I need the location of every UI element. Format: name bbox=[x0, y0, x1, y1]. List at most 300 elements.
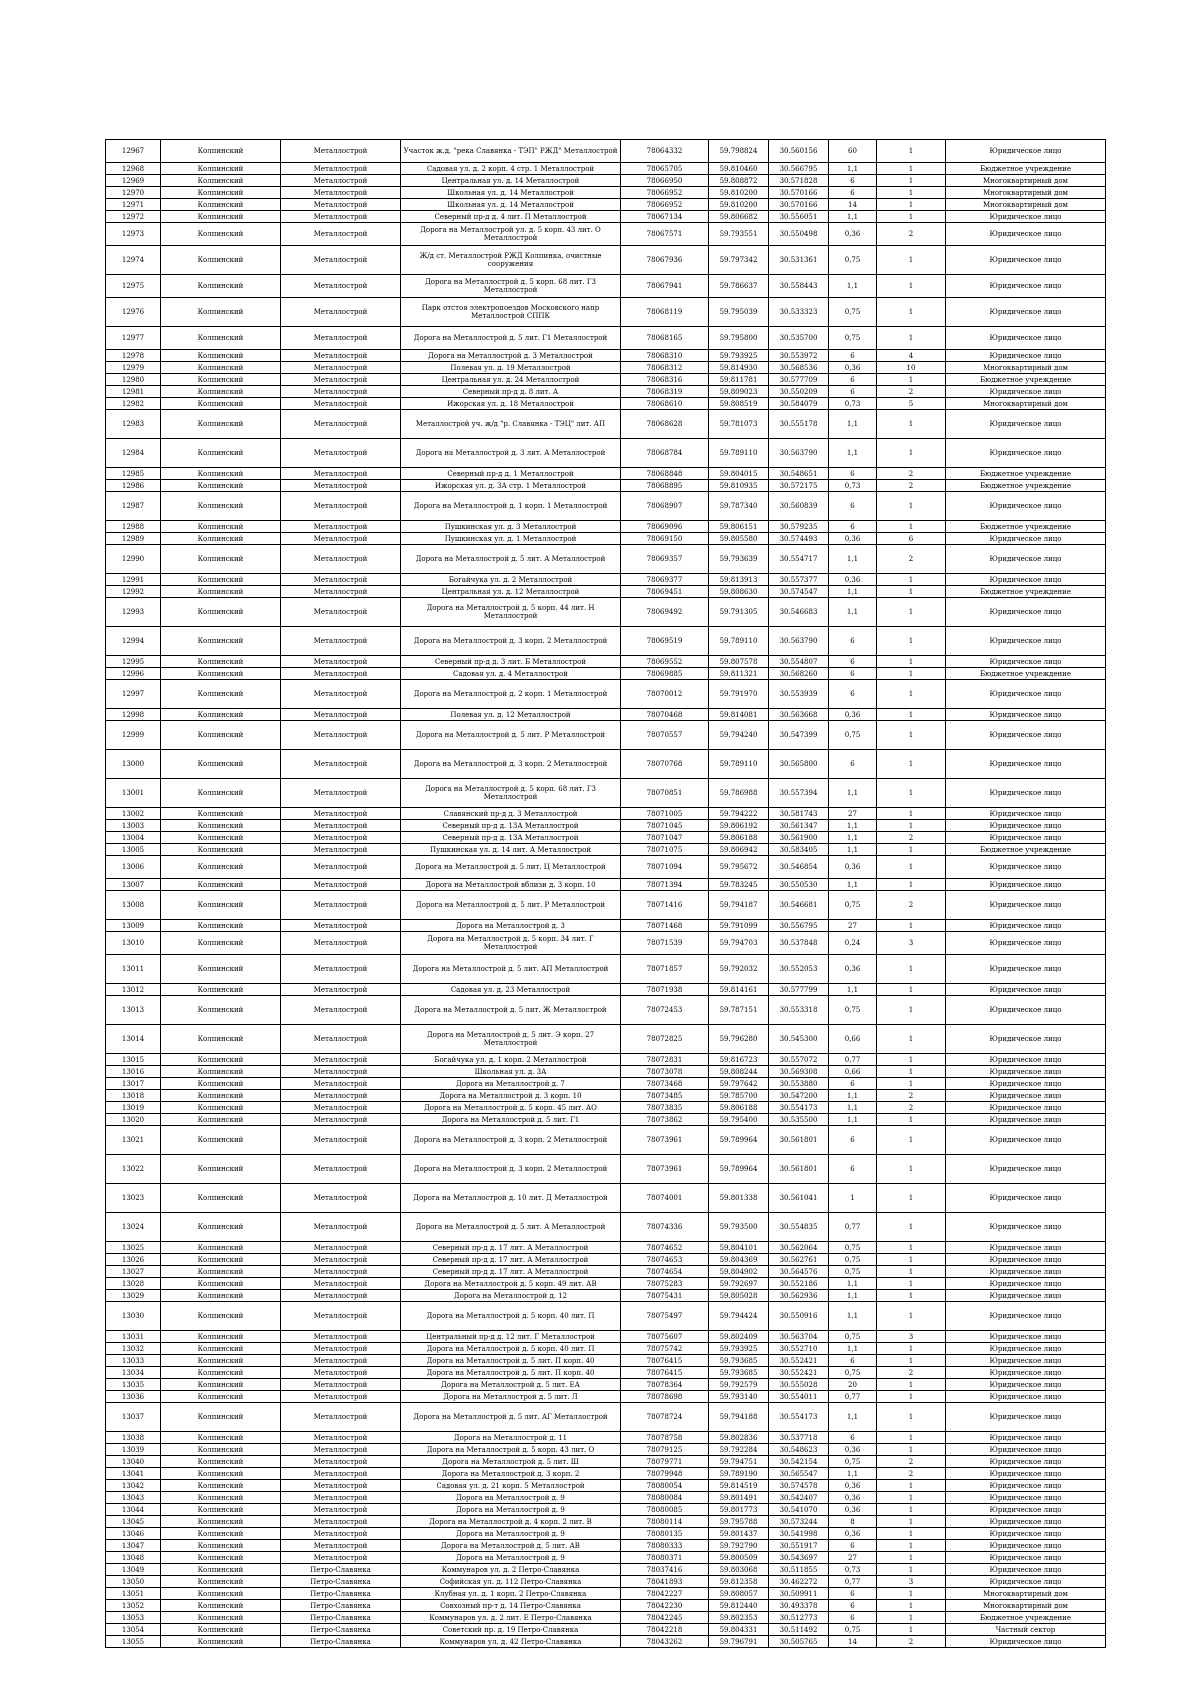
cell-consumer-type: Юридическое лицо bbox=[946, 984, 1106, 996]
cell-count: 3 bbox=[877, 932, 946, 955]
cell-power: 0,66 bbox=[829, 1066, 877, 1078]
table-row bbox=[106, 1403, 1106, 1432]
cell-power: 6 bbox=[829, 1432, 877, 1444]
cell-district: Колпинский bbox=[161, 668, 281, 680]
cell-longitude: 30.546681 bbox=[769, 891, 829, 920]
cell-id: 78067571 bbox=[621, 223, 709, 246]
cell-address: Дорога на Металлострой д. 5 корп. 40 лит. П bbox=[401, 1343, 621, 1355]
cell-district: Колпинский bbox=[161, 374, 281, 386]
cell-number: 13044 bbox=[106, 1504, 161, 1516]
cell-number: 13041 bbox=[106, 1468, 161, 1480]
cell-settlement: Металлострой bbox=[281, 955, 401, 984]
cell-address: Дорога на Металлострой д. 5 лит. Р Металлострой bbox=[401, 891, 621, 920]
cell-longitude: 30.550209 bbox=[769, 386, 829, 398]
cell-latitude: 59.808872 bbox=[709, 175, 769, 187]
table-row bbox=[106, 1444, 1106, 1456]
cell-id: 78068312 bbox=[621, 362, 709, 374]
table-row bbox=[106, 1155, 1106, 1184]
cell-longitude: 30.571828 bbox=[769, 175, 829, 187]
table-row bbox=[106, 1355, 1106, 1367]
cell-address: Пушкинская ул. д. 3 Металлострой bbox=[401, 521, 621, 533]
cell-count: 1 bbox=[877, 750, 946, 779]
cell-longitude: 30.551917 bbox=[769, 1540, 829, 1552]
table-row bbox=[106, 598, 1106, 627]
cell-id: 78071539 bbox=[621, 932, 709, 955]
cell-longitude: 30.564576 bbox=[769, 1266, 829, 1278]
cell-id: 78069096 bbox=[621, 521, 709, 533]
cell-address: Северный пр-д д. 8 лит. А bbox=[401, 386, 621, 398]
cell-address: Северный пр-д д. 13А Металлострой bbox=[401, 820, 621, 832]
cell-number: 13001 bbox=[106, 779, 161, 808]
cell-district: Колпинский bbox=[161, 1331, 281, 1343]
cell-settlement: Металлострой bbox=[281, 1432, 401, 1444]
table-body bbox=[106, 140, 1106, 1648]
cell-settlement: Металлострой bbox=[281, 832, 401, 844]
cell-count: 10 bbox=[877, 362, 946, 374]
cell-latitude: 59.814519 bbox=[709, 1480, 769, 1492]
cell-number: 13017 bbox=[106, 1078, 161, 1090]
cell-consumer-type: Юридическое лицо bbox=[946, 709, 1106, 721]
cell-settlement: Металлострой bbox=[281, 1403, 401, 1432]
cell-settlement: Металлострой bbox=[281, 709, 401, 721]
cell-latitude: 59.804331 bbox=[709, 1624, 769, 1636]
cell-consumer-type: Бюджетное учреждение bbox=[946, 163, 1106, 175]
cell-id: 78079125 bbox=[621, 1444, 709, 1456]
cell-settlement: Металлострой bbox=[281, 856, 401, 879]
cell-district: Колпинский bbox=[161, 1391, 281, 1403]
cell-longitude: 30.563704 bbox=[769, 1331, 829, 1343]
cell-longitude: 30.547200 bbox=[769, 1090, 829, 1102]
cell-consumer-type: Юридическое лицо bbox=[946, 750, 1106, 779]
cell-count: 1 bbox=[877, 984, 946, 996]
cell-settlement: Металлострой bbox=[281, 1302, 401, 1331]
cell-consumer-type: Юридическое лицо bbox=[946, 1540, 1106, 1552]
cell-consumer-type: Юридическое лицо bbox=[946, 1054, 1106, 1066]
cell-consumer-type: Бюджетное учреждение bbox=[946, 374, 1106, 386]
cell-district: Колпинский bbox=[161, 1078, 281, 1090]
cell-address: Дорога на Металлострой д. 5 лит. П корп. 40 bbox=[401, 1355, 621, 1367]
cell-latitude: 59.802353 bbox=[709, 1612, 769, 1624]
cell-latitude: 59.809023 bbox=[709, 386, 769, 398]
cell-district: Колпинский bbox=[161, 750, 281, 779]
cell-settlement: Металлострой bbox=[281, 1114, 401, 1126]
cell-consumer-type: Юридическое лицо bbox=[946, 1254, 1106, 1266]
cell-settlement: Металлострой bbox=[281, 398, 401, 410]
cell-id: 78069552 bbox=[621, 656, 709, 668]
cell-latitude: 59.787340 bbox=[709, 492, 769, 521]
cell-settlement: Металлострой bbox=[281, 721, 401, 750]
cell-address: Парк отстоя электропоездов Московского напр Металлострой СППК bbox=[401, 298, 621, 327]
cell-id: 78068119 bbox=[621, 298, 709, 327]
cell-longitude: 30.553318 bbox=[769, 996, 829, 1025]
cell-id: 78079771 bbox=[621, 1456, 709, 1468]
cell-consumer-type: Бюджетное учреждение bbox=[946, 586, 1106, 598]
cell-number: 13034 bbox=[106, 1367, 161, 1379]
cell-settlement: Металлострой bbox=[281, 891, 401, 920]
cell-number: 13036 bbox=[106, 1391, 161, 1403]
cell-id: 78071005 bbox=[621, 808, 709, 820]
cell-number: 13000 bbox=[106, 750, 161, 779]
cell-number: 13054 bbox=[106, 1624, 161, 1636]
table-row bbox=[106, 1114, 1106, 1126]
table-row bbox=[106, 1456, 1106, 1468]
cell-id: 78068895 bbox=[621, 480, 709, 492]
cell-consumer-type: Юридическое лицо bbox=[946, 680, 1106, 709]
cell-consumer-type: Юридическое лицо bbox=[946, 932, 1106, 955]
cell-longitude: 30.570166 bbox=[769, 187, 829, 199]
cell-latitude: 59.791099 bbox=[709, 920, 769, 932]
cell-address: Садовая ул. д. 4 Металлострой bbox=[401, 668, 621, 680]
cell-longitude: 30.546683 bbox=[769, 598, 829, 627]
cell-power: 0,77 bbox=[829, 1213, 877, 1242]
cell-address: Коммунаров ул. д. 2 лит. Е Петро-Славянка bbox=[401, 1612, 621, 1624]
cell-number: 13007 bbox=[106, 879, 161, 891]
cell-district: Колпинский bbox=[161, 1564, 281, 1576]
cell-longitude: 30.548651 bbox=[769, 468, 829, 480]
cell-longitude: 30.552710 bbox=[769, 1343, 829, 1355]
cell-longitude: 30.562064 bbox=[769, 1242, 829, 1254]
cell-address: Дорога на Металлострой д. 11 bbox=[401, 1432, 621, 1444]
cell-power: 6 bbox=[829, 386, 877, 398]
cell-address: Дорога на Металлострой вблизи д. 3 корп. 10 bbox=[401, 879, 621, 891]
cell-address: Северный пр-д д. 3 лит. Б Металлострой bbox=[401, 656, 621, 668]
cell-district: Колпинский bbox=[161, 808, 281, 820]
cell-latitude: 59.811781 bbox=[709, 374, 769, 386]
cell-district: Колпинский bbox=[161, 1213, 281, 1242]
table-row bbox=[106, 779, 1106, 808]
cell-settlement: Металлострой bbox=[281, 275, 401, 298]
cell-longitude: 30.553880 bbox=[769, 1078, 829, 1090]
cell-consumer-type: Юридическое лицо bbox=[946, 1025, 1106, 1054]
cell-latitude: 59.804902 bbox=[709, 1266, 769, 1278]
cell-address: Ижорская ул. д. 18 Металлострой bbox=[401, 398, 621, 410]
cell-id: 78071938 bbox=[621, 984, 709, 996]
cell-id: 78072831 bbox=[621, 1054, 709, 1066]
cell-id: 78080084 bbox=[621, 1492, 709, 1504]
cell-address: Дорога на Металлострой д. 5 лит. Р Металлострой bbox=[401, 721, 621, 750]
cell-settlement: Металлострой bbox=[281, 1078, 401, 1090]
cell-consumer-type: Многоквартирный дом bbox=[946, 175, 1106, 187]
table-row bbox=[106, 1636, 1106, 1648]
cell-number: 12978 bbox=[106, 350, 161, 362]
cell-id: 78068310 bbox=[621, 350, 709, 362]
cell-consumer-type: Юридическое лицо bbox=[946, 223, 1106, 246]
cell-address: Коммунаров ул. д. 42 Петро-Славянка bbox=[401, 1636, 621, 1648]
cell-longitude: 30.570166 bbox=[769, 199, 829, 211]
cell-latitude: 59.805580 bbox=[709, 533, 769, 545]
table-row bbox=[106, 879, 1106, 891]
cell-address: Дорога на Металлострой д. 5 корп. 45 лит. АО bbox=[401, 1102, 621, 1114]
cell-district: Колпинский bbox=[161, 856, 281, 879]
cell-consumer-type: Юридическое лицо bbox=[946, 1391, 1106, 1403]
cell-consumer-type: Юридическое лицо bbox=[946, 386, 1106, 398]
cell-latitude: 59.795039 bbox=[709, 298, 769, 327]
cell-longitude: 30.550530 bbox=[769, 879, 829, 891]
cell-power: 1,1 bbox=[829, 879, 877, 891]
cell-count: 1 bbox=[877, 140, 946, 163]
cell-longitude: 30.563668 bbox=[769, 709, 829, 721]
cell-settlement: Металлострой bbox=[281, 350, 401, 362]
cell-id: 78072453 bbox=[621, 996, 709, 1025]
cell-settlement: Металлострой bbox=[281, 1504, 401, 1516]
cell-address: Софийская ул. д. 112 Петро-Славянка bbox=[401, 1576, 621, 1588]
cell-number: 13040 bbox=[106, 1456, 161, 1468]
cell-address: Дорога на Металлострой д. 5 лит. Э корп. 27 Металлострой bbox=[401, 1025, 621, 1054]
table-row bbox=[106, 211, 1106, 223]
cell-number: 12986 bbox=[106, 480, 161, 492]
cell-latitude: 59.812358 bbox=[709, 1576, 769, 1588]
cell-number: 13043 bbox=[106, 1492, 161, 1504]
cell-count: 1 bbox=[877, 1066, 946, 1078]
cell-latitude: 59.795788 bbox=[709, 1516, 769, 1528]
cell-id: 78071416 bbox=[621, 891, 709, 920]
cell-address: Пушкинская ул. д. 14 лит. А Металлострой bbox=[401, 844, 621, 856]
cell-consumer-type: Юридическое лицо bbox=[946, 298, 1106, 327]
cell-longitude: 30.561041 bbox=[769, 1184, 829, 1213]
cell-latitude: 59.804101 bbox=[709, 1242, 769, 1254]
cell-count: 1 bbox=[877, 1290, 946, 1302]
cell-settlement: Металлострой bbox=[281, 1184, 401, 1213]
table-row bbox=[106, 984, 1106, 996]
table-row bbox=[106, 1432, 1106, 1444]
cell-district: Колпинский bbox=[161, 1552, 281, 1564]
cell-district: Колпинский bbox=[161, 627, 281, 656]
cell-district: Колпинский bbox=[161, 187, 281, 199]
cell-settlement: Металлострой bbox=[281, 187, 401, 199]
table-row bbox=[106, 1054, 1106, 1066]
cell-count: 1 bbox=[877, 656, 946, 668]
cell-id: 78074001 bbox=[621, 1184, 709, 1213]
cell-settlement: Металлострой bbox=[281, 779, 401, 808]
cell-longitude: 30.542154 bbox=[769, 1456, 829, 1468]
table-row bbox=[106, 1302, 1106, 1331]
cell-count: 1 bbox=[877, 920, 946, 932]
cell-count: 1 bbox=[877, 586, 946, 598]
cell-number: 12979 bbox=[106, 362, 161, 374]
cell-consumer-type: Юридическое лицо bbox=[946, 492, 1106, 521]
cell-settlement: Металлострой bbox=[281, 1126, 401, 1155]
cell-settlement: Металлострой bbox=[281, 1025, 401, 1054]
cell-consumer-type: Юридическое лицо bbox=[946, 996, 1106, 1025]
cell-number: 12975 bbox=[106, 275, 161, 298]
cell-number: 12973 bbox=[106, 223, 161, 246]
cell-number: 13042 bbox=[106, 1480, 161, 1492]
cell-district: Колпинский bbox=[161, 1054, 281, 1066]
cell-id: 78042218 bbox=[621, 1624, 709, 1636]
cell-power: 1,1 bbox=[829, 1102, 877, 1114]
cell-power: 0,75 bbox=[829, 1367, 877, 1379]
cell-consumer-type: Юридическое лицо bbox=[946, 1444, 1106, 1456]
cell-longitude: 30.553939 bbox=[769, 680, 829, 709]
cell-latitude: 59.793500 bbox=[709, 1213, 769, 1242]
cell-district: Колпинский bbox=[161, 920, 281, 932]
cell-count: 1 bbox=[877, 275, 946, 298]
table-row bbox=[106, 1078, 1106, 1090]
cell-power: 27 bbox=[829, 808, 877, 820]
cell-settlement: Металлострой bbox=[281, 586, 401, 598]
cell-count: 2 bbox=[877, 1456, 946, 1468]
cell-latitude: 59.793685 bbox=[709, 1367, 769, 1379]
cell-settlement: Металлострой bbox=[281, 1456, 401, 1468]
cell-settlement: Металлострой bbox=[281, 140, 401, 163]
table-row bbox=[106, 1516, 1106, 1528]
cell-consumer-type: Юридическое лицо bbox=[946, 1155, 1106, 1184]
cell-longitude: 30.565547 bbox=[769, 1468, 829, 1480]
cell-district: Колпинский bbox=[161, 533, 281, 545]
cell-latitude: 59.803068 bbox=[709, 1564, 769, 1576]
table-row bbox=[106, 468, 1106, 480]
cell-count: 1 bbox=[877, 996, 946, 1025]
cell-consumer-type: Юридическое лицо bbox=[946, 410, 1106, 439]
cell-district: Колпинский bbox=[161, 521, 281, 533]
cell-number: 13025 bbox=[106, 1242, 161, 1254]
cell-address: Богайчука ул. д. 1 корп. 2 Металлострой bbox=[401, 1054, 621, 1066]
cell-latitude: 59.814930 bbox=[709, 362, 769, 374]
cell-longitude: 30.562761 bbox=[769, 1254, 829, 1266]
cell-longitude: 30.554835 bbox=[769, 1213, 829, 1242]
cell-latitude: 59.795400 bbox=[709, 1114, 769, 1126]
cell-number: 13015 bbox=[106, 1054, 161, 1066]
cell-latitude: 59.789110 bbox=[709, 439, 769, 468]
table-row bbox=[106, 680, 1106, 709]
table-row bbox=[106, 1391, 1106, 1403]
cell-count: 1 bbox=[877, 598, 946, 627]
cell-id: 78069519 bbox=[621, 627, 709, 656]
cell-address: Клубная ул. д. 1 корп. 2 Петро-Славянка bbox=[401, 1588, 621, 1600]
cell-number: 12988 bbox=[106, 521, 161, 533]
cell-power: 6 bbox=[829, 175, 877, 187]
cell-longitude: 30.537848 bbox=[769, 932, 829, 955]
cell-id: 78079948 bbox=[621, 1468, 709, 1480]
cell-consumer-type: Юридическое лицо bbox=[946, 1290, 1106, 1302]
cell-latitude: 59.801338 bbox=[709, 1184, 769, 1213]
cell-address: Совхозный пр-т д. 14 Петро-Славянка bbox=[401, 1600, 621, 1612]
cell-count: 1 bbox=[877, 1302, 946, 1331]
table-row bbox=[106, 1552, 1106, 1564]
cell-count: 1 bbox=[877, 439, 946, 468]
cell-address: Северный пр-д д. 4 лит. П Металлострой bbox=[401, 211, 621, 223]
cell-consumer-type: Юридическое лицо bbox=[946, 1242, 1106, 1254]
cell-district: Колпинский bbox=[161, 468, 281, 480]
table-row bbox=[106, 480, 1106, 492]
cell-power: 0,73 bbox=[829, 398, 877, 410]
cell-longitude: 30.537718 bbox=[769, 1432, 829, 1444]
cell-longitude: 30.552421 bbox=[769, 1367, 829, 1379]
cell-district: Колпинский bbox=[161, 1432, 281, 1444]
cell-latitude: 59.793925 bbox=[709, 1343, 769, 1355]
cell-number: 13048 bbox=[106, 1552, 161, 1564]
cell-address: Центральная ул. д. 14 Металлострой bbox=[401, 175, 621, 187]
cell-id: 78071094 bbox=[621, 856, 709, 879]
cell-id: 78066950 bbox=[621, 175, 709, 187]
cell-consumer-type: Юридическое лицо bbox=[946, 779, 1106, 808]
cell-address: Дорога на Металлострой д. 3 корп. 2 bbox=[401, 1468, 621, 1480]
cell-number: 12981 bbox=[106, 386, 161, 398]
cell-settlement: Металлострой bbox=[281, 1480, 401, 1492]
cell-district: Колпинский bbox=[161, 1468, 281, 1480]
cell-power: 0,73 bbox=[829, 1564, 877, 1576]
cell-latitude: 59.800509 bbox=[709, 1552, 769, 1564]
cell-count: 1 bbox=[877, 1343, 946, 1355]
cell-settlement: Металлострой bbox=[281, 932, 401, 955]
cell-address: Славянский пр-д д. 3 Металлострой bbox=[401, 808, 621, 820]
table-row bbox=[106, 656, 1106, 668]
cell-district: Колпинский bbox=[161, 1379, 281, 1391]
cell-power: 6 bbox=[829, 492, 877, 521]
cell-settlement: Металлострой bbox=[281, 1492, 401, 1504]
cell-latitude: 59.810200 bbox=[709, 199, 769, 211]
table-row bbox=[106, 709, 1106, 721]
cell-consumer-type: Многоквартирный дом bbox=[946, 187, 1106, 199]
cell-longitude: 30.563790 bbox=[769, 439, 829, 468]
cell-count: 1 bbox=[877, 1600, 946, 1612]
cell-number: 13009 bbox=[106, 920, 161, 932]
table-row bbox=[106, 1025, 1106, 1054]
cell-latitude: 59.794188 bbox=[709, 1403, 769, 1432]
table-row bbox=[106, 1564, 1106, 1576]
cell-id: 78075431 bbox=[621, 1290, 709, 1302]
cell-count: 2 bbox=[877, 1636, 946, 1648]
cell-number: 13047 bbox=[106, 1540, 161, 1552]
cell-power: 1,1 bbox=[829, 439, 877, 468]
cell-power: 27 bbox=[829, 1552, 877, 1564]
cell-district: Колпинский bbox=[161, 709, 281, 721]
cell-latitude: 59.801437 bbox=[709, 1528, 769, 1540]
cell-address: Дорога на Металлострой д. 5 лит. Ж Металлострой bbox=[401, 996, 621, 1025]
cell-consumer-type: Юридическое лицо bbox=[946, 327, 1106, 350]
cell-longitude: 30.569308 bbox=[769, 1066, 829, 1078]
cell-latitude: 59.793551 bbox=[709, 223, 769, 246]
cell-address: Дорога на Металлострой д. 5 лит. Ш bbox=[401, 1456, 621, 1468]
cell-id: 78071468 bbox=[621, 920, 709, 932]
cell-latitude: 59.792697 bbox=[709, 1278, 769, 1290]
table-row bbox=[106, 386, 1106, 398]
table-row bbox=[106, 1504, 1106, 1516]
cell-id: 78071045 bbox=[621, 820, 709, 832]
cell-latitude: 59.781073 bbox=[709, 410, 769, 439]
cell-address: Дорога на Металлострой д. 9 bbox=[401, 1528, 621, 1540]
cell-longitude: 30.533323 bbox=[769, 298, 829, 327]
cell-settlement: Металлострой bbox=[281, 1213, 401, 1242]
cell-id: 78070557 bbox=[621, 721, 709, 750]
cell-settlement: Металлострой bbox=[281, 844, 401, 856]
cell-latitude: 59.804015 bbox=[709, 468, 769, 480]
cell-latitude: 59.806151 bbox=[709, 521, 769, 533]
cell-address: Дорога на Металлострой д. 10 лит. Д Металлострой bbox=[401, 1184, 621, 1213]
cell-count: 1 bbox=[877, 1432, 946, 1444]
cell-latitude: 59.810200 bbox=[709, 187, 769, 199]
cell-settlement: Металлострой bbox=[281, 996, 401, 1025]
cell-district: Колпинский bbox=[161, 996, 281, 1025]
table-row bbox=[106, 398, 1106, 410]
cell-number: 13045 bbox=[106, 1516, 161, 1528]
cell-district: Колпинский bbox=[161, 199, 281, 211]
table-row bbox=[106, 891, 1106, 920]
cell-power: 1,1 bbox=[829, 1114, 877, 1126]
table-row bbox=[106, 140, 1106, 163]
cell-number: 13011 bbox=[106, 955, 161, 984]
table-row bbox=[106, 1528, 1106, 1540]
cell-district: Колпинский bbox=[161, 1090, 281, 1102]
cell-settlement: Металлострой bbox=[281, 1444, 401, 1456]
cell-longitude: 30.557377 bbox=[769, 574, 829, 586]
cell-count: 1 bbox=[877, 1540, 946, 1552]
cell-address: Дорога на Металлострой д. 3 корп. 2 Металлострой bbox=[401, 1126, 621, 1155]
cell-count: 1 bbox=[877, 721, 946, 750]
cell-count: 1 bbox=[877, 808, 946, 820]
cell-number: 12983 bbox=[106, 410, 161, 439]
table-row bbox=[106, 832, 1106, 844]
